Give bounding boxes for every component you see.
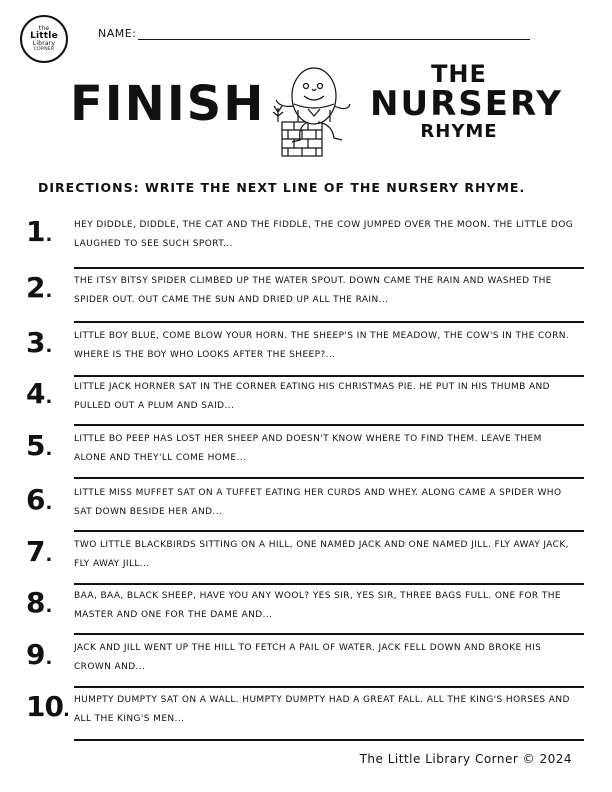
title-nursery: NURSERY <box>370 84 563 124</box>
name-label: NAME: <box>98 27 137 40</box>
name-field[interactable] <box>98 27 530 40</box>
rhyme-text: LITTLE MISS MUFFET SAT ON A TUFFET EATING HER CURDS AND WHEY. ALONG CAME A SPIDER WHO SAT DOWN BESIDE HER AND... <box>74 488 562 517</box>
answer-line[interactable] <box>74 686 584 688</box>
rhyme-text: JACK AND JILL WENT UP THE HILL TO FETCH A PAIL OF WATER. JACK FELL DOWN AND BROKE HIS CROWN AND... <box>74 643 542 672</box>
logo <box>20 15 68 63</box>
title-the-nursery-rhyme <box>370 60 563 142</box>
rhyme-text: BAA, BAA, BLACK SHEEP, HAVE YOU ANY WOOL? YES SIR, YES SIR, THREE BAGS FULL. ONE FOR THE MASTER AND ONE FOR THE DAME AND... <box>74 591 561 620</box>
logo-line-4: CORNER <box>33 46 55 52</box>
logo-line-1: the <box>38 24 50 32</box>
rhyme-text: THE ITSY BITSY SPIDER CLIMBED UP THE WATER SPOUT. DOWN CAME THE RAIN AND WASHED THE SPIDER OUT. OUT CAME THE SUN AND DRIED UP ALL THE RAIN... <box>74 276 552 305</box>
item-number: 1. <box>26 215 53 248</box>
item-number: 6. <box>26 483 53 516</box>
answer-line[interactable] <box>74 375 584 377</box>
answer-line[interactable] <box>74 321 584 323</box>
answer-line[interactable] <box>74 739 584 741</box>
footer-copyright: The Little Library Corner © 2024 <box>359 752 572 766</box>
rhyme-text: LITTLE BOY BLUE, COME BLOW YOUR HORN. THE SHEEP'S IN THE MEADOW, THE COW'S IN THE CORN. WHERE IS THE BOY WHO LOOKS AFTER THE SHEEP?... <box>74 331 570 360</box>
rhyme-text: LITTLE JACK HORNER SAT IN THE CORNER EATING HIS CHRISTMAS PIE. HE PUT IN HIS THUMB AND PULLED OUT A PLUM AND SAID... <box>74 382 550 411</box>
humpty-dumpty-illustration <box>268 60 360 160</box>
item-number: 7. <box>26 535 53 568</box>
name-line[interactable] <box>138 27 530 40</box>
logo-line-2: Little <box>30 30 58 41</box>
item-number: 2. <box>26 271 53 304</box>
logo-line-3: Library <box>32 40 56 48</box>
directions: DIRECTIONS: WRITE THE NEXT LINE OF THE NURSERY RHYME. <box>38 180 526 195</box>
title-the: THE <box>431 60 487 88</box>
item-number: 5. <box>26 429 53 462</box>
answer-line[interactable] <box>74 530 584 532</box>
item-number: 9. <box>26 638 53 671</box>
rhyme-text: HEY DIDDLE, DIDDLE, THE CAT AND THE FIDDLE, THE COW JUMPED OVER THE MOON. THE LITTLE DOG LAUGHED TO SEE SUCH SPORT... <box>74 220 574 249</box>
title-rhyme: RHYME <box>420 121 498 142</box>
answer-line[interactable] <box>74 633 584 635</box>
rhyme-text: TWO LITTLE BLACKBIRDS SITTING ON A HILL, ONE NAMED JACK AND ONE NAMED JILL. FLY AWAY JACK, FLY AWAY JILL... <box>74 540 569 569</box>
item-number: 4. <box>26 377 53 410</box>
item-number: 10. <box>26 690 69 723</box>
answer-line[interactable] <box>74 477 584 479</box>
item-number: 8. <box>26 586 53 619</box>
answer-line[interactable] <box>74 267 584 269</box>
title-finish: FINISH <box>70 76 266 132</box>
item-number: 3. <box>26 326 53 359</box>
answer-line[interactable] <box>74 424 584 426</box>
rhyme-text: HUMPTY DUMPTY SAT ON A WALL. HUMPTY DUMPTY HAD A GREAT FALL. ALL THE KING'S HORSES AND ALL THE KING'S MEN... <box>74 695 570 724</box>
answer-line[interactable] <box>74 583 584 585</box>
rhyme-text: LITTLE BO PEEP HAS LOST HER SHEEP AND DOESN'T KNOW WHERE TO FIND THEM. LEAVE THEM ALONE AND THEY'LL COME HOME... <box>74 434 542 463</box>
